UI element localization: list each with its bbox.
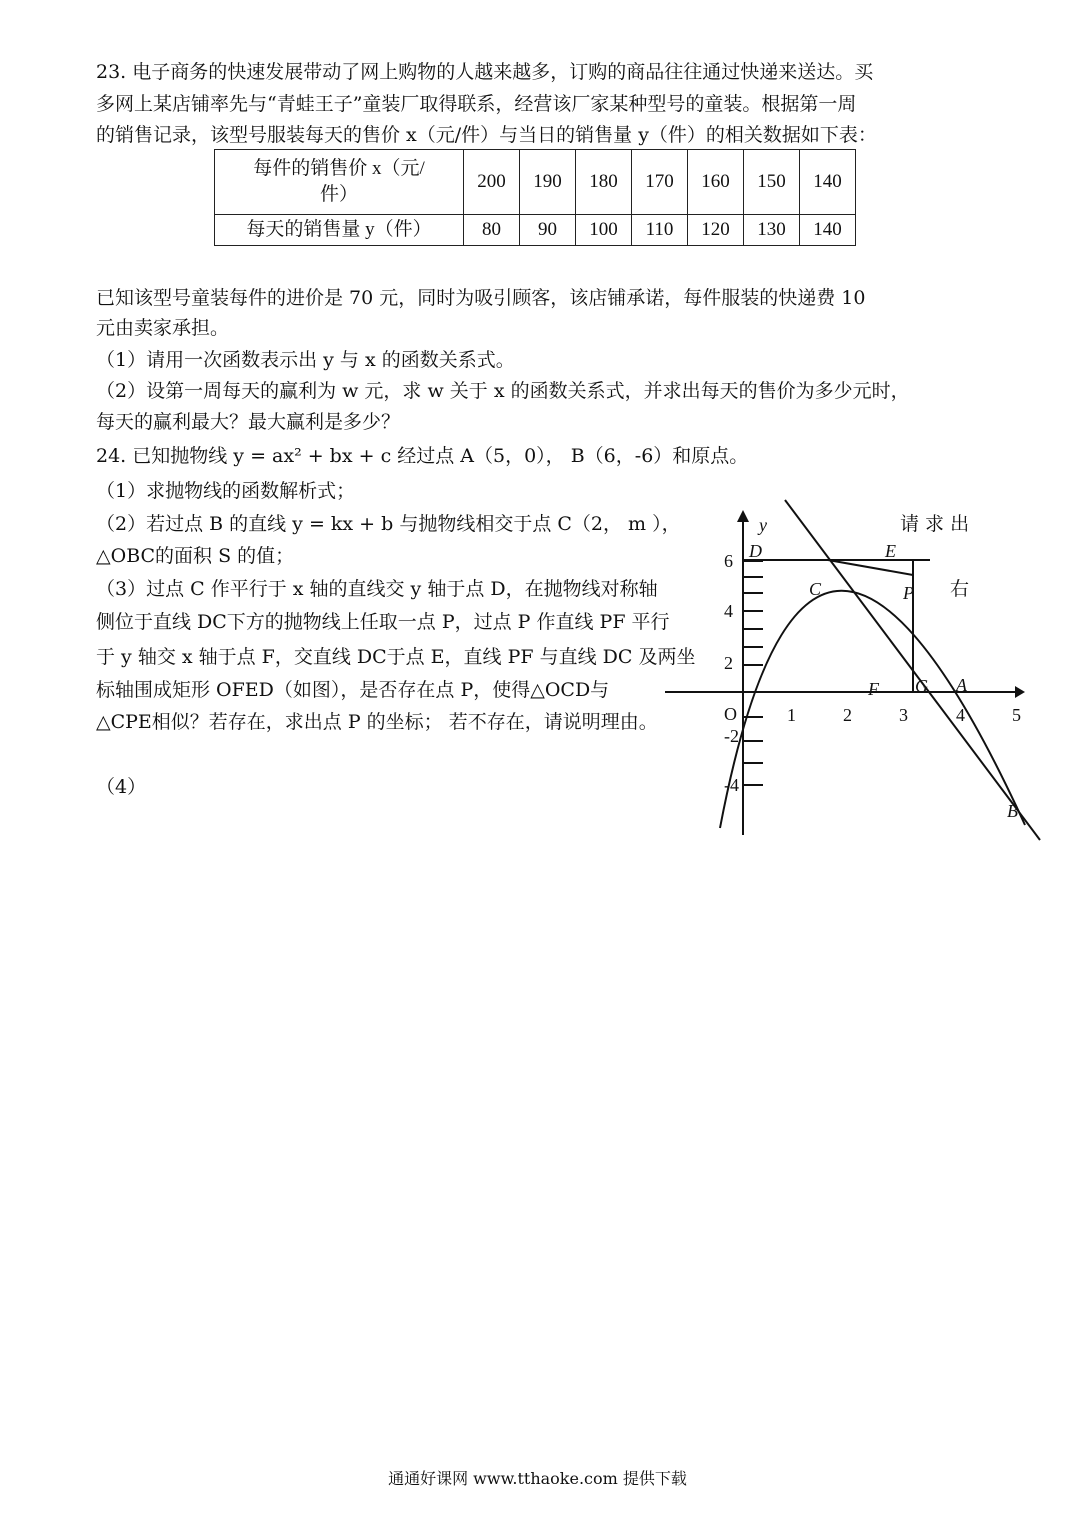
- y-axis-arrow: [737, 510, 749, 522]
- point-label-g: G: [915, 676, 928, 696]
- q23-line-2: 多网上某店铺率先与“青蛙王子”童装厂取得联系，经营该厂家某种型号的童装。根据第一周: [96, 93, 857, 115]
- volume-cell: 120: [688, 215, 744, 246]
- price-header-text-a: 每件的销售价 x（元/: [253, 158, 425, 179]
- volume-header-cell: 每天的销售量 y（件）: [215, 215, 464, 246]
- q24-part-3a: （3）过点 C 作平行于 x 轴的直线交 y 轴于点 D，在抛物线对称轴: [96, 578, 658, 600]
- price-cell: 140: [800, 150, 856, 215]
- y-tick-label: 4: [724, 601, 733, 621]
- parabola-curve: [720, 591, 1025, 828]
- point-label-p: P: [903, 583, 914, 603]
- y-tick-label: -2: [724, 726, 739, 746]
- q24-part-3d: 标轴围成矩形 OFED（如图），是否存在点 P，使得△OCD与: [96, 679, 610, 701]
- x-tick-label: 4: [956, 705, 965, 725]
- q24-part-3a-right: 右: [950, 578, 970, 600]
- x-tick-label: 3: [899, 705, 908, 725]
- q24-part-1: （1）求抛物线的函数解析式；: [96, 480, 356, 502]
- q23-line-3: 的销售记录，该型号服装每天的售价 x（元/件）与当日的销售量 y（件）的相关数据如下表：: [96, 124, 877, 146]
- y-axis-label: y: [759, 515, 767, 535]
- line-bc: [785, 500, 1040, 840]
- point-label-a: A: [956, 675, 967, 695]
- point-label-b: B: [1007, 801, 1018, 821]
- parabola-figure: [660, 495, 1055, 845]
- point-label-d: D: [749, 541, 762, 561]
- price-cell: 190: [520, 150, 576, 215]
- price-cell: 150: [744, 150, 800, 215]
- y-tick-label: 6: [724, 551, 733, 571]
- q24-part-2b: △OBC的面积 S 的值；: [96, 545, 295, 567]
- q23-part-2b: 每天的赢利最大？最大赢利是多少？: [96, 411, 401, 433]
- point-label-e: E: [885, 541, 896, 561]
- price-cell: 200: [464, 150, 520, 215]
- q23-line-5: 元由卖家承担。: [96, 317, 230, 339]
- page-footer: 通通好课网 www.tthaoke.com 提供下载: [388, 1469, 687, 1488]
- point-label-f: F: [868, 679, 879, 699]
- q24-part-4: （4）: [96, 776, 147, 798]
- y-tick-label: -4: [724, 775, 739, 795]
- q24-part-2a: （2）若过点 B 的直线 y = kx + b 与抛物线相交于点 C（2， m ），: [96, 513, 681, 535]
- volume-cell: 100: [576, 215, 632, 246]
- q23-part-1: （1）请用一次函数表示出 y 与 x 的函数关系式。: [96, 349, 515, 371]
- origin-label: O: [724, 704, 737, 724]
- price-cell: 170: [632, 150, 688, 215]
- q24-part-3c: 于 y 轴交 x 轴于点 F，交直线 DC于点 E，直线 PF 与直线 DC 及两坐: [96, 646, 696, 668]
- q24-part-2a-right: 请 求 出: [900, 513, 970, 535]
- point-label-c: C: [809, 579, 822, 599]
- price-cell: 180: [576, 150, 632, 215]
- volume-cell: 80: [464, 215, 520, 246]
- price-header-text-b: 件）: [319, 184, 358, 205]
- y-tick-marks: [743, 561, 763, 785]
- x-tick-label: 5: [1012, 705, 1021, 725]
- q23-part-2a: （2）设第一周每天的赢利为 w 元，求 w 关于 x 的函数关系式，并求出每天的售价为多少元时，: [96, 380, 910, 402]
- volume-cell: 140: [800, 215, 856, 246]
- q23-line-1: 23. 电子商务的快速发展带动了网上购物的人越来越多，订购的商品往往通过快递来送达。买: [96, 61, 874, 83]
- volume-cell: 110: [632, 215, 688, 246]
- x-tick-label: 1: [787, 705, 796, 725]
- q24-part-3e: △CPE相似？若存在，求出点 P 的坐标； 若不存在，请说明理由。: [96, 711, 658, 733]
- x-tick-label: 2: [843, 705, 852, 725]
- q23-line-4: 已知该型号童装每件的进价是 70 元，同时为吸引顾客，该店铺承诺，每件服装的快递费 10: [96, 287, 866, 309]
- q24-part-3b: 侧位于直线 DC下方的抛物线上任取一点 P，过点 P 作直线 PF 平行: [96, 611, 670, 633]
- table-row-price: [215, 150, 856, 215]
- volume-cell: 90: [520, 215, 576, 246]
- volume-cell: 130: [744, 215, 800, 246]
- price-cell: 160: [688, 150, 744, 215]
- q24-line-1: 24. 已知抛物线 y = ax² + bx + c 经过点 A（5，0）， B（6，-6）和原点。: [96, 445, 749, 467]
- table-row-volume: [215, 215, 856, 246]
- price-header-cell: [215, 150, 464, 215]
- x-axis-arrow: [1015, 686, 1025, 698]
- y-tick-label: 2: [724, 653, 733, 673]
- sales-table: [214, 149, 856, 246]
